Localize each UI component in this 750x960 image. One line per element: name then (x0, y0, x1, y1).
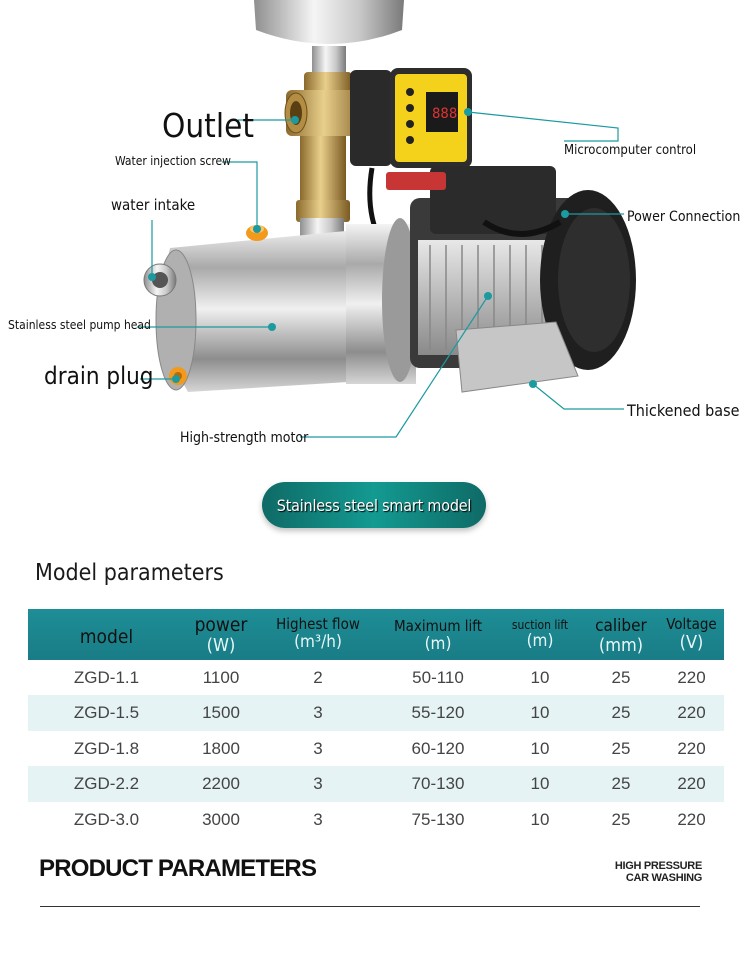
callout-microcomputer-control: Microcomputer control (564, 143, 697, 158)
cell-maximum-lift: 75-130 (411, 809, 465, 829)
cell-power: 1800 (202, 738, 240, 758)
header-unit: (m³/h) (294, 632, 342, 652)
subtitle-line-1: HIGH PRESSURE (614, 860, 702, 872)
cell-caliber: 25 (611, 809, 631, 829)
cell-maximum-lift: 55-120 (411, 703, 465, 723)
cell-model: ZGD-1.1 (73, 668, 140, 687)
pressure-tank (254, 0, 404, 76)
header-unit: (V) (679, 632, 704, 653)
header-power (185, 609, 257, 660)
cell-suction-lift: 10 (530, 809, 550, 829)
cell-voltage: 220 (677, 703, 706, 723)
table-row (28, 766, 724, 801)
cell-highest-flow: 3 (313, 738, 323, 758)
cell-caliber: 25 (611, 668, 631, 687)
product-illustration (0, 0, 750, 470)
header-suction-lift (497, 609, 583, 660)
cell-highest-flow: 3 (313, 703, 323, 723)
cell-suction-lift: 10 (530, 738, 550, 758)
pump-drawing (0, 0, 750, 470)
header-unit: (m) (424, 634, 452, 654)
callout-thickened-base: Thickened base (627, 401, 740, 420)
callout-water-injection-screw: Water injection screw (115, 154, 231, 168)
header-unit: (mm) (598, 635, 644, 656)
callout-motor: High-strength motor (180, 430, 309, 446)
cell-caliber: 25 (611, 738, 631, 758)
parameters-table (28, 609, 724, 837)
cell-voltage: 220 (677, 809, 706, 829)
cell-suction-lift: 10 (530, 774, 550, 794)
svg-text:888: 888 (432, 106, 458, 122)
cell-maximum-lift: 70-130 (411, 774, 465, 794)
section-title: Model parameters (35, 560, 224, 586)
header-label: suction lift (511, 618, 569, 632)
header-label: caliber (595, 616, 647, 636)
cell-power: 2200 (202, 774, 240, 794)
table-header (28, 609, 724, 660)
subtitle-line-2: CAR WASHING (625, 872, 702, 884)
callout-outlet: Outlet (162, 106, 254, 145)
cell-highest-flow: 3 (313, 809, 323, 829)
header-label: power (194, 614, 248, 636)
cell-highest-flow: 2 (313, 668, 323, 687)
callout-power-connection: Power Connection (627, 209, 741, 225)
header-label: Highest flow (276, 615, 360, 633)
cell-model: ZGD-1.5 (73, 703, 140, 723)
cell-power: 3000 (202, 809, 240, 829)
cell-suction-lift: 10 (530, 703, 550, 723)
header-unit: (m) (526, 631, 554, 651)
product-parameters-title: PRODUCT PARAMETERS (39, 855, 317, 882)
divider (40, 906, 700, 907)
header-voltage (659, 609, 724, 660)
header-unit: (W) (206, 635, 236, 656)
header-caliber (583, 609, 659, 660)
header-label: model (79, 626, 134, 648)
header-maximum-lift (379, 609, 497, 660)
cell-maximum-lift: 50-110 (412, 668, 464, 687)
header-model (28, 609, 185, 660)
cell-maximum-lift: 60-120 (411, 738, 465, 758)
cell-power: 1100 (202, 668, 240, 687)
header-highest-flow (257, 609, 379, 660)
cell-suction-lift: 10 (530, 668, 550, 687)
cell-caliber: 25 (611, 774, 631, 794)
cell-power: 1500 (202, 703, 240, 723)
cell-voltage: 220 (677, 668, 706, 687)
callout-drain-plug: drain plug (44, 362, 154, 390)
table-row (28, 660, 724, 695)
thickened-base (456, 322, 578, 392)
cell-voltage: 220 (677, 774, 706, 794)
cell-model: ZGD-1.8 (73, 738, 140, 758)
header-label: Maximum lift (393, 617, 483, 635)
cell-model: ZGD-2.2 (73, 774, 140, 794)
cell-highest-flow: 3 (313, 774, 323, 794)
header-label: Voltage (666, 615, 717, 633)
cell-model: ZGD-3.0 (73, 809, 140, 829)
callout-water-intake: water intake (111, 196, 196, 214)
pump-body (144, 218, 418, 392)
cell-caliber: 25 (611, 703, 631, 723)
table-row (28, 802, 724, 837)
callout-pump-head: Stainless steel pump head (8, 318, 151, 332)
cell-voltage: 220 (677, 738, 706, 758)
table-row (28, 695, 724, 730)
table-row (28, 731, 724, 766)
product-parameters-subtitle (615, 860, 702, 884)
model-badge (262, 482, 486, 528)
model-badge-label: Stainless steel smart model (276, 495, 472, 515)
